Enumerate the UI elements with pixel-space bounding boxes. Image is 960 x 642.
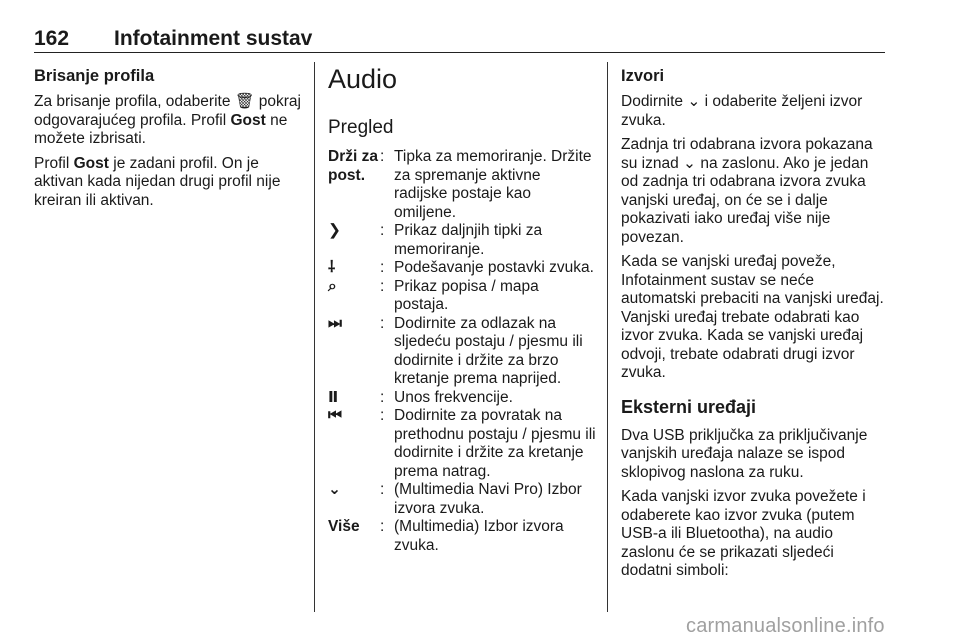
- chevron-down-icon: ⌄: [687, 93, 701, 110]
- paragraph: Kada se vanjski uređaj poveže, Infotainment sustav se neće automatski prebaciti na vanjski uređaj. Vanjski uređaj trebate odabrati kao izvor zvuka. Kada se vanjski uređaj odvoji, trebate odabrati drugi izvor zvuka.: [621, 253, 884, 381]
- list-item: Drži za post. : Tipka za memoriranje. Držite za spremanje aktivne radijske postaje kao omiljene.: [328, 148, 592, 221]
- chapter-title: Audio: [328, 64, 398, 94]
- section-subtitle: Pregled: [328, 117, 394, 138]
- list-item: Više : (Multimedia) Izbor izvora zvuka.: [328, 518, 564, 554]
- page-header: [34, 27, 885, 53]
- chevron-down-icon: ⌄: [328, 481, 341, 498]
- frequency-icon: Ⅱ: [328, 388, 339, 406]
- column-divider: [607, 62, 608, 612]
- paragraph: Profil Gost je zadani profil. On je aktivan kada nijedan drugi profil nije kreiran ili aktivan.: [34, 154, 281, 209]
- list-item: ⌄ : (Multimedia Navi Pro) Izbor izvora zvuka.: [328, 481, 582, 517]
- skip-back-icon: ⏮: [328, 407, 342, 424]
- watermark: carmanualsonline.info: [686, 615, 885, 637]
- column-middle: [328, 62, 596, 555]
- list-item: ⸸ : Podešavanje postavki zvuka.: [328, 259, 594, 276]
- section-heading: Brisanje profila: [34, 67, 155, 85]
- skip-forward-icon: ⏭: [328, 314, 342, 332]
- trash-icon: 🗑: [234, 93, 255, 110]
- column-left: [34, 62, 302, 216]
- list-item: ⏮ : Dodirnite za povratak na prethodnu postaju / pjesmu ili dodirnite i držite za kretanje prema natrag.: [328, 407, 596, 480]
- list-item: Ⅱ : Unos frekvencije.: [328, 388, 513, 406]
- chevron-right-icon: ❯: [328, 222, 341, 239]
- column-divider: [314, 62, 315, 612]
- definition-list: [328, 148, 596, 555]
- paragraph: Zadnja tri odabrana izvora pokazana su iznad ⌄ na zaslonu. Ako je jedan od zadnja tri odabrana izvora zvuka vanjski uređaj, on će se i dalje pokazivati iako uređaj više nije povezan.: [621, 136, 873, 246]
- list-item: ⏭ : Dodirnite za odlazak na sljedeću postaju / pjesmu ili dodirnite i držite za brzo kretanje prema naprijed.: [328, 314, 583, 387]
- paragraph: Kada vanjski izvor zvuka povežete i odaberete kao izvor zvuka (putem USB-a ili Bluetootha), na audio zaslonu će se prikazati sljedeći dodatni simboli:: [621, 488, 866, 579]
- page-title: Infotainment sustav: [114, 27, 313, 50]
- section-subheading: Eksterni uređaji: [621, 396, 757, 417]
- section-heading: Izvori: [621, 67, 665, 85]
- chevron-down-icon: ⌄: [683, 154, 697, 172]
- page-number: 162: [34, 27, 70, 50]
- paragraph: Dodirnite ⌄ i odaberite željeni izvor zvuka.: [621, 93, 863, 129]
- paragraph: Za brisanje profila, odaberite 🗑 pokraj odgovarajućeg profila. Profil Gost ne možete izbrisati.: [34, 93, 301, 147]
- station-list-icon: ⌕: [328, 277, 337, 295]
- list-item: ❯ : Prikaz daljnjih tipki za memoriranje.: [328, 222, 543, 258]
- column-right: [621, 62, 887, 587]
- paragraph: Dva USB priključka za priključivanje vanjskih uređaja nalaze se ispod sklopivog naslona za ruku.: [621, 426, 868, 481]
- list-item: ⌕ : Prikaz popisa / mapa postaja.: [328, 277, 539, 313]
- sliders-icon: ⸸: [328, 259, 336, 276]
